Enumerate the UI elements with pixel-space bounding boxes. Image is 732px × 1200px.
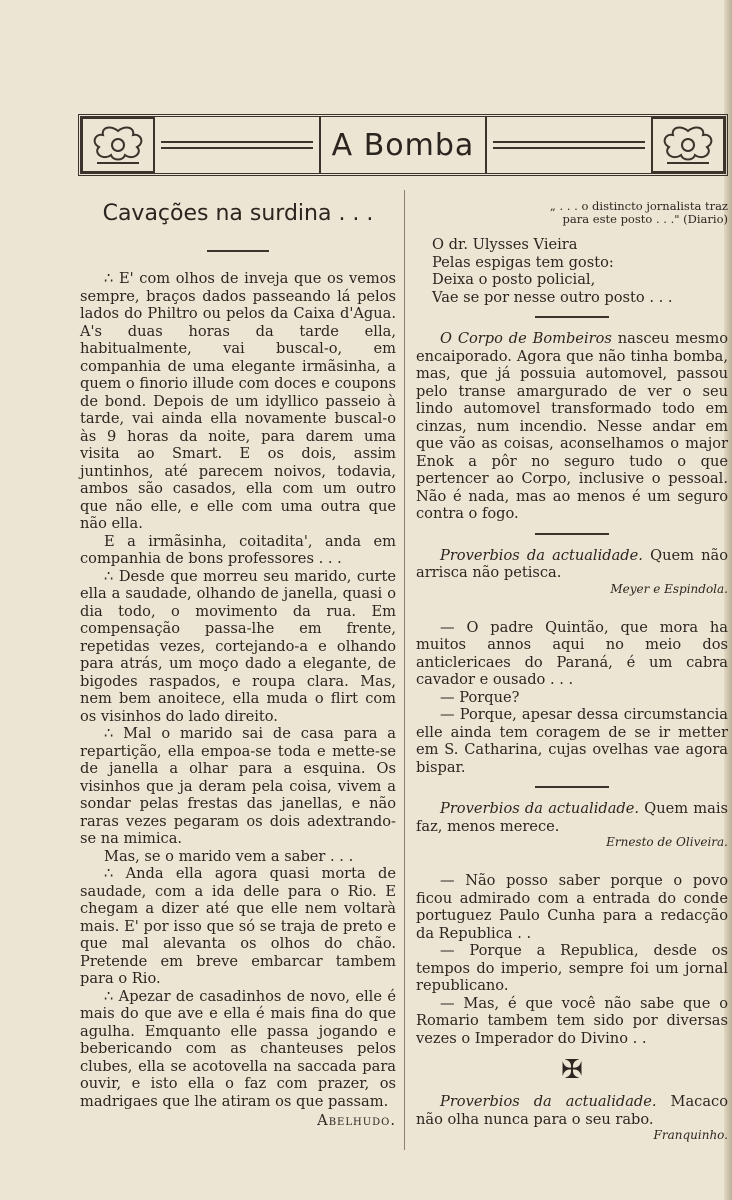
divider: [535, 316, 609, 318]
paragraph: Mas, se o marido vem a saber . . .: [104, 847, 354, 865]
paragraph-text: nasceu mesmo encaiporado. Agora que não tinha bomba, mas, que já possuia automovel, passou pelo transe amargurado de ver o seu lindo automovel transformado todo em cinzas, num incendio. Nesse andar em que vão as coisas, aconselhamos o major Enok a pôr no seguro tudo o que pertencer ao Corpo, inclusive o pessoal. Não é nada, mas ao menos é um seguro contra o fogo.: [416, 330, 728, 522]
attribution: Ernesto de Oliveira.: [606, 835, 728, 849]
section-title: A Bomba: [319, 117, 487, 173]
right-column: [416, 200, 728, 1143]
proverb-text: Macaco não olha nunca para o seu rabo.: [416, 1093, 728, 1128]
header-rule-left: [155, 117, 319, 173]
paragraph: — Porque a Republica, desde os tempos do imperio, sempre foi um jornal republicano.: [416, 942, 728, 994]
paragraph: ∴ Anda ella agora quasi morta de saudade, com a ida delle para o Rio. E chegam a dizer até que elle nem voltarà mais. E' por isso que só se traja de preto e que mal alevanta os olhos do chão. Pretende em breve embarcar tambem para o Rio.: [80, 865, 396, 987]
paragraph: ∴ Apezar de casadinhos de novo, elle é mais do que ave e ella é mais fina do que agulha. Emquanto elle passa jogando e bebericando com as chanteuses pelos clubes, ella se acotovella na saccada para ouvir, e isto ella o faz com prazer, os madrigaes que lhe atiram os que passam.: [80, 987, 396, 1110]
attribution: Franquinho.: [653, 1128, 728, 1142]
paragraph: — Mas, é que você não sabe que o Romario tambem tem sido por diversas vezes o Imperador do Divino . .: [416, 994, 728, 1047]
section-header: [78, 114, 728, 176]
author-signature: Abelhudo.: [317, 1112, 396, 1129]
paragraph: — O padre Quintão, que mora ha muitos annos aqui no meio dos anticlericaes do Paraná, é um cabra cavador e ousado . . .: [416, 618, 728, 688]
proverb: [416, 800, 728, 835]
proverb-text: Quem não arrisca não petisca.: [416, 546, 728, 581]
cross-ornament-icon: ✠: [561, 1055, 583, 1085]
lead-italic: Proverbios da actualidade.: [440, 800, 640, 817]
paragraph: — Porque, apesar dessa circumstancia elle ainda tem coragem de se ir metter em S. Catharina, cujas ovelhas vae agora bispar.: [416, 706, 728, 776]
poem: [432, 236, 728, 306]
left-column: [80, 200, 396, 1130]
proverb: [416, 1093, 728, 1128]
divider: [535, 786, 609, 788]
attribution: Meyer e Espindola.: [610, 581, 728, 596]
floral-ornament-icon: [651, 117, 725, 173]
lead-italic: Proverbios da actualidade.: [440, 1093, 657, 1110]
poem-line: Deixa o posto policial,: [432, 271, 596, 288]
proverb-text: Quem mais faz, menos merece.: [416, 800, 728, 835]
floral-ornament-icon: [81, 117, 155, 173]
paragraph: [416, 330, 728, 523]
paragraph: — Não posso saber porque o povo ficou admirado com a entrada do conde portuguez Paulo Cunha para a redacção da Republica . .: [416, 872, 728, 942]
epigraph: „ . . . o distincto jornalista traz para este posto . . ." (Diario): [549, 199, 728, 226]
divider: [535, 533, 609, 535]
paragraph: ∴ Desde que morreu seu marido, curte ella a saudade, olhando de janella, quasi o dia todo, o movimento da rua. Em compensação passa-lhe em frente, repetidas vezes, cortejando-a e olhando para atrás, um moço dado a elegante, de bigodes raspados, e roupa clara. Mas, nem bem anoitece, ella muda o flirt com os visinhos do lado direito.: [80, 567, 396, 725]
lead-italic: O Corpo de Bombeiros: [440, 330, 612, 347]
paragraph: — Porque?: [440, 688, 520, 706]
poem-line: Pelas espigas tem gosto:: [432, 253, 614, 271]
poem-line: O dr. Ulysses Vieira: [432, 236, 578, 253]
paragraph: ∴ Mal o marido sai de casa para a repartição, ella empoa-se toda e mette-se de janella a olhar para a esquina. Os visinhos que ja deram pela coisa, vivem a sondar pelas frestas das janellas, e não raras vezes pegaram os dois adextrando-se na mimica.: [80, 725, 396, 847]
paragraph: ∴ E' com olhos de inveja que os vemos sempre, braços dados passeando lá pelos lados do Philtro ou pelos da Caixa d'Agua. A's duas horas da tarde ella, habitualmente, vai buscal-o, em companhia de uma elegante irmãsinha, a quem o finorio illude com doces e coupons de bond. Depois de um idyllico passeio à tarde, vai ainda ella novamente buscal-o às 9 horas da noite, para darem uma visita ao Smart. E os dois, assim juntinhos, até parecem noivos, todavia, ambos são casados, ella com um outro que não elle, e elle com uma outra que não ella.: [80, 270, 396, 532]
paragraph: E a irmãsinha, coitadita', anda em companhia de bons professores . . .: [80, 532, 396, 567]
column-separator: [404, 190, 405, 1150]
divider: [207, 250, 269, 252]
article-headline: Cavações na surdina . . .: [102, 201, 374, 226]
proverb: [416, 547, 728, 582]
lead-italic: Proverbios da actualidade.: [440, 546, 643, 564]
header-rule-right: [487, 117, 651, 173]
poem-line: Vae se por nesse outro posto . . .: [432, 288, 673, 306]
